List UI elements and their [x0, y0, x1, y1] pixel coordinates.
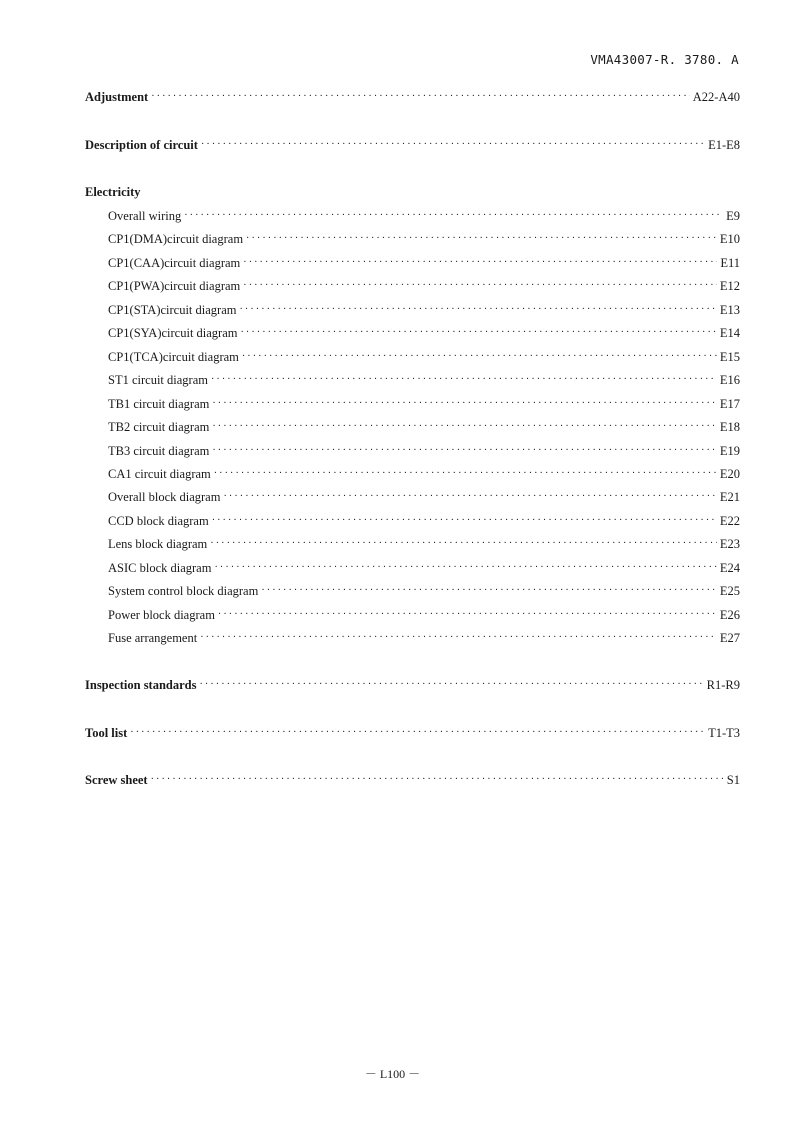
dot-leader: [211, 372, 717, 388]
dot-leader: [151, 772, 724, 788]
toc-entry-label: Inspection standards: [85, 678, 197, 692]
dot-leader: [241, 325, 717, 341]
toc-entry-page: E23: [719, 537, 740, 552]
toc-entry-page: E17: [719, 396, 740, 411]
toc-entry-page: E20: [719, 466, 740, 481]
document-code: VMA43007-R. 3780. A: [590, 52, 739, 67]
dot-leader: [130, 725, 705, 741]
toc-subentry[interactable]: [108, 302, 740, 320]
section-heading-electricity: Electricity: [85, 185, 141, 199]
toc-entry-label: TB1 circuit diagram: [108, 396, 210, 411]
toc-subentry[interactable]: [108, 231, 740, 249]
toc-subentry[interactable]: [108, 513, 740, 531]
toc-subentry[interactable]: [108, 349, 740, 367]
dot-leader: [212, 396, 717, 412]
toc-entry-label: Lens block diagram: [108, 537, 208, 552]
toc-entry-label: CP1(STA)circuit diagram: [108, 302, 237, 317]
toc-subentry[interactable]: [108, 466, 740, 484]
toc-entry-page: S1: [726, 773, 740, 787]
toc-entry-label: System control block diagram: [108, 584, 259, 599]
toc-subentry[interactable]: [108, 325, 740, 343]
dot-leader: [212, 419, 717, 435]
toc-entry-label: Overall wiring: [108, 209, 182, 223]
toc-entry-page: E25: [719, 584, 740, 599]
toc-entry-label: CA1 circuit diagram: [108, 466, 211, 481]
toc-subentry[interactable]: [108, 536, 740, 554]
toc-subentry[interactable]: [108, 278, 740, 296]
toc-entry-label: CP1(TCA)circuit diagram: [108, 349, 239, 364]
toc-entry-label: CP1(PWA)circuit diagram: [108, 279, 241, 294]
toc-entry-label: Screw sheet: [85, 773, 148, 787]
toc-entry-label: Power block diagram: [108, 607, 215, 622]
dot-leader: [214, 560, 716, 576]
dot-leader: [184, 208, 723, 224]
toc-subentry[interactable]: [108, 560, 740, 578]
toc-entry-page: E21: [719, 490, 740, 505]
toc-entry-page: R1-R9: [706, 678, 740, 692]
dot-leader: [243, 278, 717, 294]
toc-entry-label: Adjustment: [85, 90, 149, 104]
toc-subentry[interactable]: [108, 372, 740, 390]
toc-entry-page: E10: [719, 232, 740, 247]
dot-leader: [218, 607, 717, 623]
toc-subentry[interactable]: [108, 396, 740, 414]
toc-subentry[interactable]: [108, 630, 740, 648]
dot-leader: [246, 231, 717, 247]
toc-entry-page: A22-A40: [692, 90, 740, 104]
toc-subentry[interactable]: [108, 443, 740, 461]
toc-entry-page: E1-E8: [708, 138, 740, 152]
toc-entry-label: CP1(CAA)circuit diagram: [108, 255, 241, 270]
toc-entry-page: E24: [719, 560, 740, 575]
dot-leader: [242, 349, 717, 365]
toc-entry-page: E18: [719, 420, 740, 435]
toc-entry-page: T1-T3: [708, 726, 740, 740]
toc-entry-page: E9: [726, 209, 740, 223]
toc-entry-adjustment[interactable]: [85, 89, 740, 107]
toc-entry-label: Tool list: [85, 726, 128, 740]
toc-entry-description-of-circuit[interactable]: [85, 137, 740, 155]
toc-entry-page: E22: [719, 513, 740, 528]
toc-entry-label: Fuse arrangement: [108, 631, 198, 646]
toc-entry-label: ST1 circuit diagram: [108, 373, 208, 388]
dot-leader: [240, 302, 717, 318]
toc-entry-page: E12: [719, 279, 740, 294]
toc-entry-page: E27: [719, 631, 740, 646]
toc-entry-label: CP1(SYA)circuit diagram: [108, 326, 238, 341]
dot-leader: [261, 583, 717, 599]
toc-subentry[interactable]: [108, 489, 740, 507]
toc-entry-page: E19: [719, 443, 740, 458]
toc-entry-inspection-standards[interactable]: [85, 677, 740, 695]
dot-leader: [212, 443, 717, 459]
toc-subentry[interactable]: [108, 607, 740, 625]
page-number: － L100 －: [364, 1067, 421, 1081]
dot-leader: [200, 677, 704, 693]
toc-entry-label: TB3 circuit diagram: [108, 443, 210, 458]
toc-entry-page: E16: [719, 373, 740, 388]
toc-entry-label: TB2 circuit diagram: [108, 420, 210, 435]
toc-entry-screw-sheet[interactable]: [85, 772, 740, 790]
dot-leader: [223, 489, 716, 505]
toc-entry-label: CP1(DMA)circuit diagram: [108, 232, 244, 247]
toc-entry-label: Description of circuit: [85, 138, 198, 152]
dot-leader: [210, 536, 717, 552]
toc-entry-page: E15: [719, 349, 740, 364]
dot-leader: [212, 513, 717, 529]
toc-entry-label: CCD block diagram: [108, 513, 209, 528]
toc-entry-label: ASIC block diagram: [108, 560, 212, 575]
toc-entry-label: Overall block diagram: [108, 490, 221, 505]
dot-leader: [200, 630, 717, 646]
dot-leader: [214, 466, 717, 482]
toc-subentry[interactable]: [108, 255, 740, 273]
toc-subentry[interactable]: [108, 208, 740, 226]
toc-entry-page: E11: [720, 255, 740, 270]
toc-entry-page: E13: [719, 302, 740, 317]
toc-entry-page: E26: [719, 607, 740, 622]
dot-leader: [243, 255, 717, 271]
toc-subentry[interactable]: [108, 419, 740, 437]
toc-subentry[interactable]: [108, 583, 740, 601]
dot-leader: [201, 137, 705, 153]
dot-leader: [151, 89, 690, 105]
toc-entry-tool-list[interactable]: [85, 725, 740, 743]
toc-entry-page: E14: [719, 326, 740, 341]
